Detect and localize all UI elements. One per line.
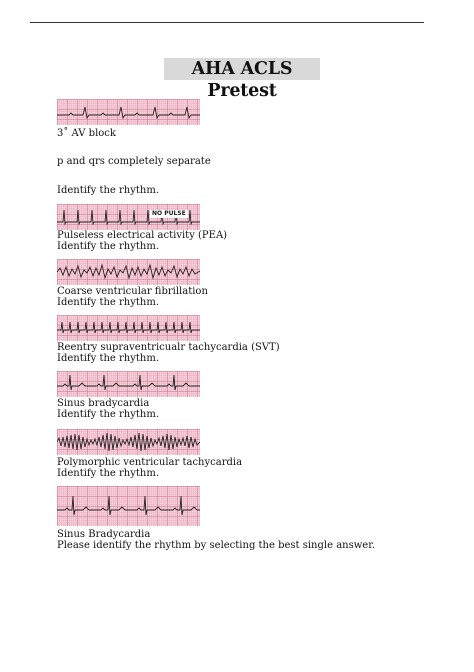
answer-text: Reentry supraventricualr tachycardia (SVT) (57, 342, 280, 353)
prompt-text: Identify the rhythm. (57, 409, 160, 420)
top-rule (30, 22, 424, 23)
answer-text: Sinus Bradycardia (57, 529, 151, 540)
ecg-strip-sinus-brady-2 (57, 486, 200, 526)
answer-text: Coarse ventricular fibrillation (57, 286, 208, 297)
ecg-strip-svt (57, 315, 200, 341)
ecg-strip-vfib (57, 259, 200, 285)
ecg-strip-polymorphic-vt (57, 429, 200, 455)
note-text: p and qrs completely separate (57, 156, 211, 167)
answer-text: Pulseless electrical activity (PEA) (57, 230, 228, 241)
prompt-text: Please identify the rhythm by selecting the best single answer. (57, 540, 376, 551)
answer-text: Polymorphic ventricular tachycardia (57, 457, 243, 468)
prompt-text: Identify the rhythm. (57, 353, 160, 364)
no-pulse-badge: NO PULSE (152, 210, 186, 217)
answer-text: Sinus bradycardia (57, 398, 150, 409)
answer-text: 3˚ AV block (57, 128, 116, 139)
prompt-text: Identify the rhythm. (57, 185, 160, 196)
ecg-strip-pea (57, 204, 200, 230)
prompt-text: Identify the rhythm. (57, 468, 160, 479)
prompt-text: Identify the rhythm. (57, 297, 160, 308)
prompt-text: Identify the rhythm. (57, 241, 160, 252)
page-title: AHA ACLS Pretest (164, 58, 320, 80)
ecg-strip-sinus-brady (57, 371, 200, 397)
ecg-strip-av-block (57, 99, 200, 125)
